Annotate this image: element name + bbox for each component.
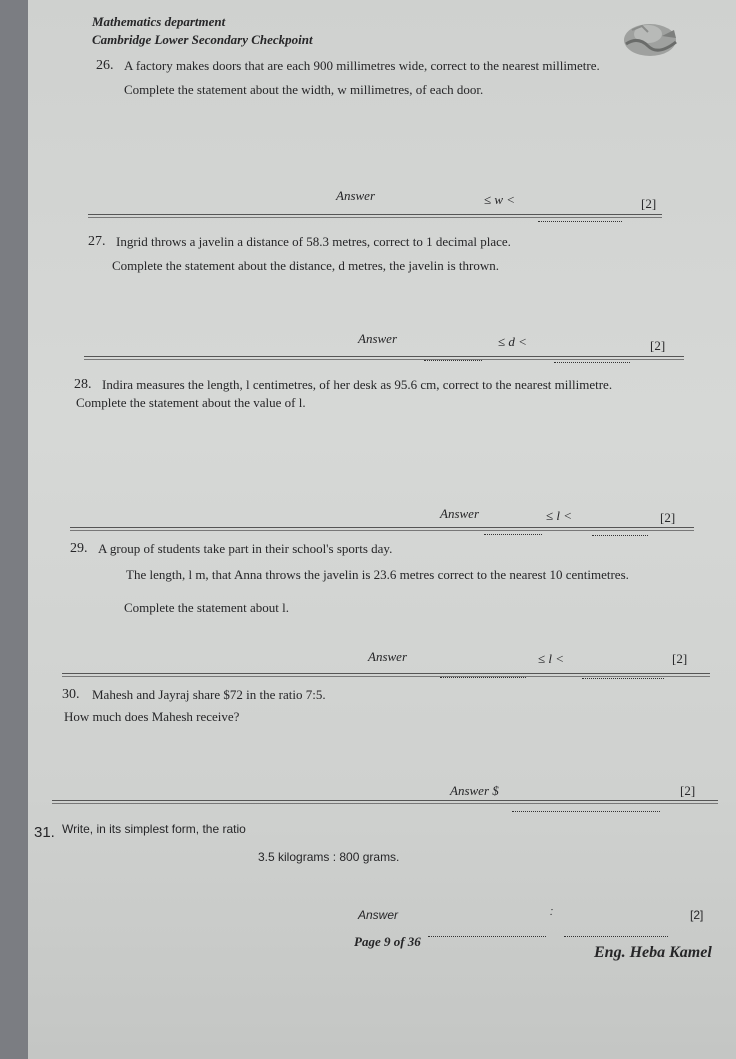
question-31-marks: [2] bbox=[690, 908, 704, 922]
question-31-relation: : bbox=[550, 906, 554, 918]
question-divider bbox=[84, 356, 684, 360]
question-26-answer-label: Answer bbox=[336, 188, 375, 203]
question-30-line-2: How much does Mahesh receive? bbox=[64, 709, 240, 724]
question-31-number: 31. bbox=[34, 824, 55, 841]
question-31-answer-label: Answer bbox=[358, 908, 399, 922]
question-28-number: 28. bbox=[74, 377, 92, 392]
question-27-marks: [2] bbox=[650, 338, 666, 353]
author-name: Eng. Heba Kamel bbox=[594, 944, 712, 961]
school-logo-icon bbox=[618, 16, 682, 60]
question-31-line-1: Write, in its simplest form, the ratio bbox=[62, 822, 246, 836]
question-31-answer-second[interactable] bbox=[564, 922, 668, 941]
question-divider bbox=[70, 527, 694, 531]
question-30-line-1: Mahesh and Jayraj share $72 in the ratio 7:5. bbox=[92, 687, 326, 702]
question-30-number: 30. bbox=[62, 687, 80, 702]
question-30-answer-label: Answer $ bbox=[450, 783, 499, 798]
question-29-line-1: A group of students take part in their school's sports day. bbox=[98, 541, 393, 556]
question-29-relation: ≤ l < bbox=[538, 651, 565, 666]
question-31-line-2: 3.5 kilograms : 800 grams. bbox=[258, 850, 400, 864]
question-26-answer-lower[interactable] bbox=[390, 203, 474, 222]
question-27-line-1: Ingrid throws a javelin a distance of 58.3 metres, correct to 1 decimal place. bbox=[116, 234, 511, 249]
question-divider bbox=[88, 214, 662, 218]
exam-title: Cambridge Lower Secondary Checkpoint bbox=[92, 32, 313, 47]
page-number: Page 9 of 36 bbox=[354, 934, 421, 949]
question-29-marks: [2] bbox=[672, 651, 688, 666]
question-divider bbox=[62, 673, 710, 677]
question-26-line-2: Complete the statement about the width, w millimetres, of each door. bbox=[124, 82, 484, 97]
question-28-marks: [2] bbox=[660, 510, 676, 525]
question-29-number: 29. bbox=[70, 541, 88, 556]
department-title: Mathematics department bbox=[92, 14, 226, 29]
question-29-line-2: The length, l m, that Anna throws the javelin is 23.6 metres correct to the nearest 10 centimetres. bbox=[126, 567, 629, 582]
question-26-relation: ≤ w < bbox=[484, 192, 516, 207]
question-27-number: 27. bbox=[88, 234, 106, 249]
question-27-answer-label: Answer bbox=[358, 331, 397, 346]
question-29-line-3: Complete the statement about l. bbox=[124, 600, 289, 615]
question-27-relation: ≤ d < bbox=[498, 334, 527, 349]
question-28-answer-label: Answer bbox=[440, 506, 479, 521]
question-30-marks: [2] bbox=[680, 783, 696, 798]
question-26-marks: [2] bbox=[641, 196, 657, 211]
question-28-line-2: Complete the statement about the value of l. bbox=[76, 395, 306, 410]
question-27-line-2: Complete the statement about the distance, d metres, the javelin is thrown. bbox=[112, 258, 500, 273]
question-31-answer-first[interactable] bbox=[428, 922, 546, 941]
question-divider bbox=[52, 800, 718, 804]
question-28-relation: ≤ l < bbox=[546, 508, 573, 523]
question-26-number: 26. bbox=[96, 58, 114, 73]
question-26-line-1: A factory makes doors that are each 900 millimetres wide, correct to the nearest millimetre. bbox=[124, 58, 600, 73]
question-29-answer-label: Answer bbox=[368, 649, 407, 664]
question-28-line-1: Indira measures the length, l centimetres, of her desk as 95.6 cm, correct to the nearest millimetre. bbox=[102, 377, 613, 392]
